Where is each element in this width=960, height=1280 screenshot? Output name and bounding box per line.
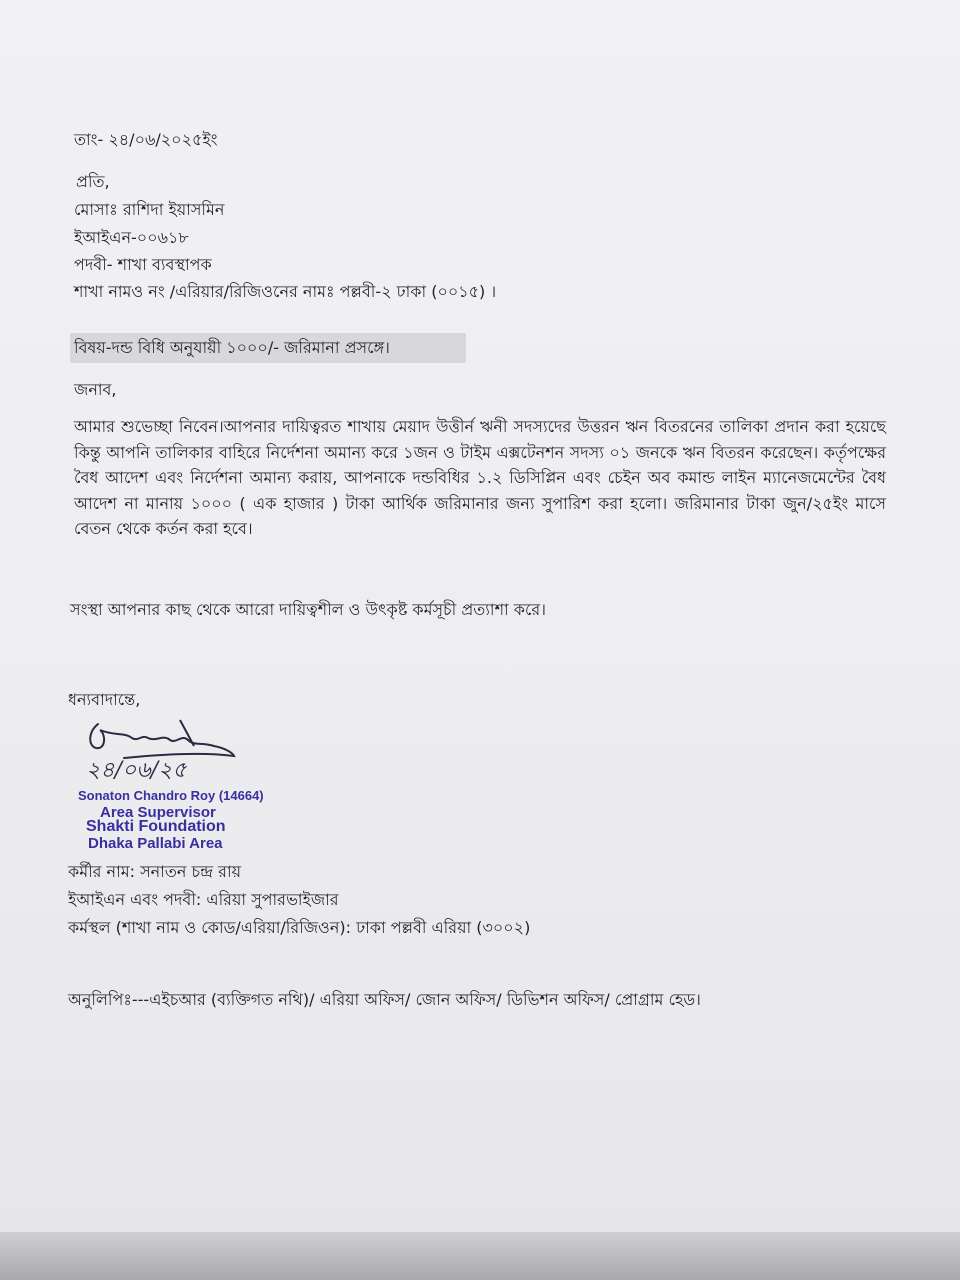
copy-to-line: অনুলিপিঃ---এইচআর (ব্যক্তিগত নথি)/ এরিয়া অফিস/ জোন অফিস/ ডিভিশন অফিস/ প্রোগ্রাম হেড। xyxy=(68,990,701,1009)
recipient-branch: শাখা নামও নং /এরিয়ার/রিজিওনের নামঃ পল্লবী-২ ঢাকা (০০১৫) । xyxy=(74,282,497,301)
signature-scribble xyxy=(90,724,234,758)
sender-ein-designation: ইআইএন এবং পদবী: এরিয়া সুপারভাইজার xyxy=(68,890,339,909)
stamp-name: Sonaton Chandro Roy (14664) xyxy=(78,788,264,803)
page-shadow xyxy=(0,1232,960,1280)
sender-name: কর্মীর নাম: সনাতন চন্দ্র রায় xyxy=(68,862,242,881)
recipient-ein: ইআইএন-০০৬১৮ xyxy=(74,228,189,247)
stamp-area: Dhaka Pallabi Area xyxy=(88,835,223,852)
recipient-to-label: প্রতি, xyxy=(76,172,110,191)
recipient-designation: পদবী- শাখা ব্যবস্থাপক xyxy=(74,255,212,274)
stamp-designation: Area Supervisor xyxy=(100,804,216,821)
closing: ধন্যবাদান্তে, xyxy=(68,690,141,709)
recipient-name: মোসাঃ রাশিদা ইয়াসমিন xyxy=(74,200,225,219)
sender-workplace: কর্মস্থল (শাখা নাম ও কোড/এরিয়া/রিজিওন): ঢাকা পল্লবী এরিয়া (৩০০২) xyxy=(68,918,531,937)
body-paragraph-2: সংস্থা আপনার কাছ থেকে আরো দায়িত্বশীল ও উৎকৃষ্ট কর্মসূচী প্রত্যাশা করে। xyxy=(70,600,546,619)
salutation: জনাব, xyxy=(74,380,117,399)
signature-stroke xyxy=(180,720,194,746)
stamp-organization: Shakti Foundation xyxy=(86,818,226,835)
date-line: তাং- ২৪/০৬/২০২৫ইং xyxy=(74,130,218,149)
body-paragraph-1: আমার শুভেচ্ছা নিবেন।আপনার দায়িত্বরত শাখায় মেয়াদ উত্তীর্ন ঋনী সদস্যদের উত্তরন ঋন বিতরনের তালিকা প্রদান করা হয়েছে কিন্তু আপনি তালিকার বাহিরে নির্দেশনা অমান্য করে ১জন ও টাইম এক্সটেনশন সদস্য ০১ জনকে ঋন বিতরন করেছেন। কর্তৃপক্ষের বৈধ আদেশ এবং নির্দেশনা অমান্য করায়, আপনাকে দন্ডবিধির ১.২ ডিসিপ্লিন এবং চেইন অব কমান্ড লাইন ম্যানেজমেন্টের বৈধ আদেশ না মানায় ১০০০ ( এক হাজার ) টাকা আর্থিক জরিমানার জন্য সুপারিশ করা হলো। জরিমানার টাকা জুন/২৫ইং মাসে বেতন থেকে কর্তন করা হবে। xyxy=(74,417,886,538)
subject-line: বিষয়-দন্ড বিধি অনুযায়ী ১০০০/- জরিমানা প্রসঙ্গে। xyxy=(74,338,390,357)
signature-date: ২৪/০৬/২৫ xyxy=(86,758,187,783)
